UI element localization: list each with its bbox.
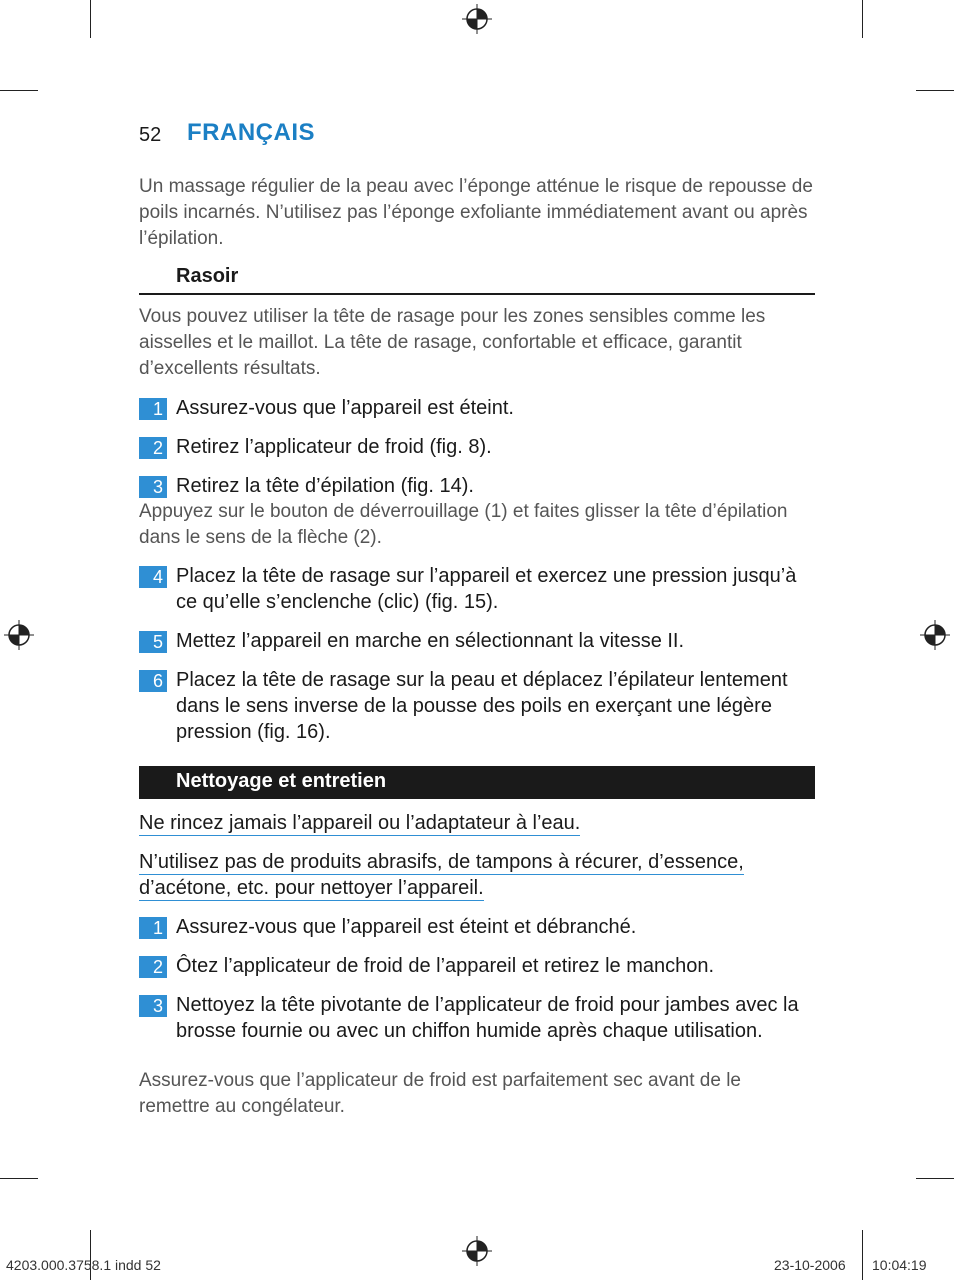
step-number-badge: 4 <box>139 566 167 588</box>
section-heading-bar <box>139 766 815 799</box>
page-number: 52 <box>139 124 162 146</box>
warning-text <box>139 810 580 836</box>
section-heading-nettoyage: Nettoyage et entretien <box>176 770 387 792</box>
step-note: Appuyez sur le bouton de déverrouillage (1) et faites glisser la tête d’épilation dans le sens de la flèche (2). <box>139 501 788 548</box>
step-text: Retirez l’applicateur de froid (fig. 8). <box>176 436 492 458</box>
warning-underlined: N’utilisez pas de produits abrasifs, de tampons à récurer, d’essence, d’acétone, etc. pour nettoyer l’appareil. <box>139 851 744 899</box>
step-text: Ôtez l’applicateur de froid de l’appareil et retirez le manchon. <box>176 955 715 977</box>
crop-mark <box>0 90 38 91</box>
crop-mark <box>916 1178 954 1179</box>
registration-mark-icon <box>920 620 950 650</box>
step-text: Placez la tête de rasage sur la peau et déplacez l’épilateur lentement dans le sens inverse de la pousse des poils en exerçant une légère pression (fig. 16). <box>176 669 788 743</box>
step-text: Mettez l’appareil en marche en sélectionnant la vitesse II. <box>176 630 685 652</box>
crop-mark <box>0 1178 38 1179</box>
warning-underlined: Ne rincez jamais l’appareil ou l’adaptateur à l’eau. <box>139 812 581 834</box>
footer-file-info: 4203.000.3758.1 indd 52 <box>6 1257 161 1273</box>
intro-paragraph: Un massage régulier de la peau avec l’éponge atténue le risque de repousse de poils incarnés. N’utilisez pas l’éponge exfoliante immédiatement avant ou après l’épilation. <box>139 176 813 249</box>
crop-mark <box>862 1230 863 1280</box>
crop-mark <box>90 0 91 38</box>
step-text: Assurez-vous que l’appareil est éteint. <box>176 397 514 419</box>
step-number-badge: 3 <box>139 476 167 498</box>
step-number-badge: 2 <box>139 956 167 978</box>
step-number-badge: 6 <box>139 670 167 692</box>
registration-mark-icon <box>4 620 34 650</box>
footer-time: 10:04:19 <box>872 1257 927 1273</box>
step-text: Placez la tête de rasage sur l’appareil et exercez une pression jusqu’à ce qu’elle s’enclenche (clic) (fig. 15). <box>176 565 797 613</box>
crop-mark <box>862 0 863 38</box>
step-number-badge: 1 <box>139 398 167 420</box>
step-number-badge: 2 <box>139 437 167 459</box>
crop-mark <box>916 90 954 91</box>
step-text: Retirez la tête d’épilation (fig. 14). <box>176 475 474 497</box>
section-heading-rasoir: Rasoir <box>176 265 239 287</box>
step-note: Assurez-vous que l’applicateur de froid est parfaitement sec avant de le remettre au congélateur. <box>139 1070 741 1117</box>
step-number-badge: 1 <box>139 917 167 939</box>
step-number-badge: 5 <box>139 631 167 653</box>
rasoir-intro: Vous pouvez utiliser la tête de rasage pour les zones sensibles comme les aisselles et le maillot. La tête de rasage, confortable et efficace, garantit d’excellents résultats. <box>139 306 766 379</box>
warning-text <box>139 849 819 901</box>
step-text: Assurez-vous que l’appareil est éteint et débranché. <box>176 916 637 938</box>
page-title: FRANÇAIS <box>187 119 315 146</box>
step-number-badge: 3 <box>139 995 167 1017</box>
registration-mark-icon <box>462 1236 492 1266</box>
step-text: Nettoyez la tête pivotante de l’applicateur de froid pour jambes avec la brosse fournie ou avec un chiffon humide après chaque utilisation. <box>176 994 799 1042</box>
footer-date: 23-10-2006 <box>774 1257 846 1273</box>
section-divider <box>139 293 815 295</box>
registration-mark-icon <box>462 4 492 34</box>
